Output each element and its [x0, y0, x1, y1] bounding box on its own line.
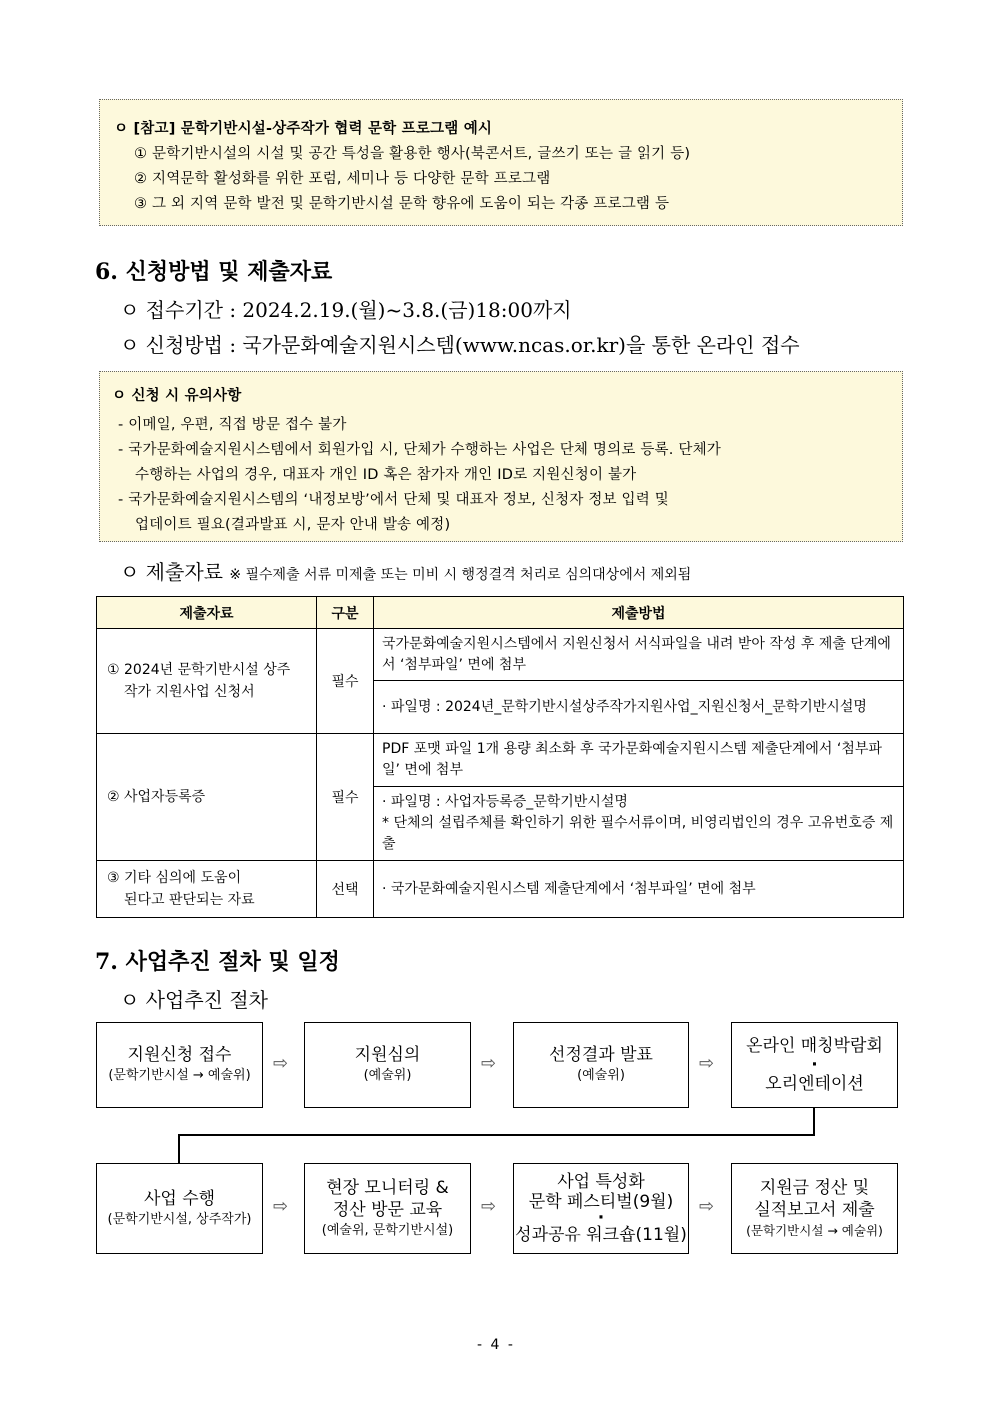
row1-method-2: · 파일명 : 2024년_문학기반시설상주작가지원사업_지원신청서_문학기반시설명 [374, 681, 904, 734]
flow-step-7-line-2: 문학 페스티벌(9월) [528, 1191, 674, 1212]
flow-step-6-sub: (예술위, 문학기반시설) [321, 1222, 454, 1238]
flow-step-3-title: 선정결과 발표 [549, 1045, 653, 1065]
reference-item-3: ③ 그 외 지역 문학 발전 및 문학기반시설 문학 향유에 도움이 되는 각종 프로그램 등 [134, 196, 670, 212]
flow-step-5-sub: (문학기반시설, 상주작가) [107, 1211, 252, 1227]
flow-step-4-line-2: · [811, 1055, 818, 1075]
row3-item-line-b: 된다고 판단되는 자료 [124, 892, 255, 908]
flow-step-8-line-1: 지원금 정산 및 [759, 1177, 870, 1198]
row1-method-1: 국가문화예술지원시스템에서 지원신청서 서식파일을 내려 받아 작성 후 제출 단계에서 ‘첨부파일’ 면에 첨부 [374, 629, 904, 681]
flow-arrow-icon: ⇨ [699, 1053, 715, 1074]
caution-title: ㅇ 신청 시 유의사항 [112, 388, 242, 404]
caution-line-5: 업데이트 필요(결과발표 시, 문자 안내 발송 예정) [135, 517, 451, 533]
flow-step-6-line-1: 현장 모니터링 & [326, 1177, 449, 1198]
flow-step-1-sub: (문학기반시설 → 예술위) [108, 1068, 251, 1083]
reference-box-title: ㅇ [참고] 문학기반시설-상주작가 협력 문학 프로그램 예시 [114, 121, 493, 137]
flow-step-8 [731, 1163, 898, 1254]
reference-item-1: ① 문학기반시설의 시설 및 공간 특성을 활용한 행사(북콘서트, 글쓰기 또는 글 읽기 등) [134, 146, 691, 162]
section6-heading: 6. 신청방법 및 제출자료 [95, 259, 333, 285]
row2-method-2b: * 단체의 설립주체를 확인하기 위한 필수서류이며, 비영리법인의 경우 고유번호증 제출 [382, 815, 894, 852]
flow-step-1-title: 지원신청 접수 [127, 1045, 232, 1065]
flow-step-8-sub: (문학기반시설 → 예술위) [746, 1222, 883, 1238]
flow-step-2-sub: (예술위) [363, 1068, 412, 1083]
flow-step-3-sub: (예술위) [577, 1068, 625, 1083]
application-period: ㅇ 접수기간 : 2024.2.19.(월)~3.8.(금)18:00까지 [120, 298, 572, 322]
header-type: 구분 [317, 597, 374, 629]
section7-heading: 7. 사업추진 절차 및 일정 [95, 949, 340, 975]
flow-step-6-line-2: 정산 방문 교육 [332, 1199, 443, 1220]
row2-method-1: PDF 포맷 파일 1개 용량 최소화 후 국가문화예술지원시스템 제출단계에서 ‘첨부파일’ 면에 첨부 [374, 734, 904, 787]
page-number: - 4 - [477, 1337, 515, 1353]
flow-arrow-icon: ⇨ [699, 1196, 715, 1217]
flow-arrow-icon: ⇨ [273, 1196, 289, 1217]
header-docs: 제출자료 [97, 597, 317, 629]
flow-arrow-icon: ⇨ [481, 1053, 497, 1074]
row2-item: ② 사업자등록증 [97, 734, 317, 861]
header-method: 제출방법 [374, 597, 904, 629]
row2-type: 필수 [317, 734, 374, 861]
procedure-subheading: ㅇ 사업추진 절차 [120, 988, 268, 1012]
caution-line-4: - 국가문화예술지원시스템의 ‘내정보방’에서 단체 및 대표자 정보, 신청자 정보 입력 및 [118, 492, 669, 508]
row1-item-line-b: 작가 지원사업 신청서 [124, 684, 255, 700]
reference-item-2: ② 지역문학 활성화를 위한 포럼, 세미나 등 다양한 문학 프로그램 [134, 171, 551, 187]
flow-step-2-title: 지원심의 [354, 1045, 421, 1065]
caution-line-2: - 국가문화예술지원시스템에서 회원가입 시, 단체가 수행하는 사업은 단체 명의로 등록. 단체가 [118, 442, 722, 458]
row1-item-line-a: ① 2024년 문학기반시설 상주 [107, 662, 291, 678]
flow-step-7 [513, 1163, 689, 1254]
flow-step-7-line-4: 성과공유 워크숍(11월) [515, 1224, 687, 1245]
flow-step-7-line-1: 사업 특성화 [557, 1171, 645, 1192]
application-method: ㅇ 신청방법 : 국가문화예술지원시스템(www.ncas.or.kr)을 통한 온라인 접수 [120, 333, 800, 357]
flow-step-7-line-3: · [597, 1207, 605, 1228]
caution-line-3: 수행하는 사업의 경우, 대표자 개인 ID 혹은 참가자 개인 ID로 지원신청이 불가 [135, 467, 637, 483]
flow-step-5-title: 사업 수행 [143, 1188, 216, 1209]
row3-method: · 국가문화예술지원시스템 제출단계에서 ‘첨부파일’ 면에 첨부 [374, 861, 904, 918]
caution-line-1: - 이메일, 우편, 직접 방문 접수 불가 [118, 417, 347, 433]
flow-step-5 [96, 1163, 263, 1254]
row1-type: 필수 [317, 629, 374, 734]
flow-arrow-icon: ⇨ [481, 1196, 497, 1217]
flow-step-4-line-1: 온라인 매칭박람회 [746, 1036, 883, 1056]
row2-method-2a: · 파일명 : 사업자등록증_문학기반시설명 [382, 794, 628, 810]
row3-type: 선택 [317, 861, 374, 918]
flow-arrow-icon: ⇨ [273, 1053, 289, 1074]
flow-step-4-line-3: 오리엔테이션 [765, 1074, 864, 1094]
row3-item-line-a: ③ 기타 심의에 도움이 [107, 870, 242, 886]
docs-label: ㅇ 제출자료 [120, 560, 223, 584]
docs-note: ※ 필수제출 서류 미제출 또는 미비 시 행정결격 처리로 심의대상에서 제외됨 [229, 567, 692, 583]
flow-step-8-line-2: 실적보고서 제출 [754, 1199, 875, 1220]
flow-step-6 [304, 1163, 471, 1254]
